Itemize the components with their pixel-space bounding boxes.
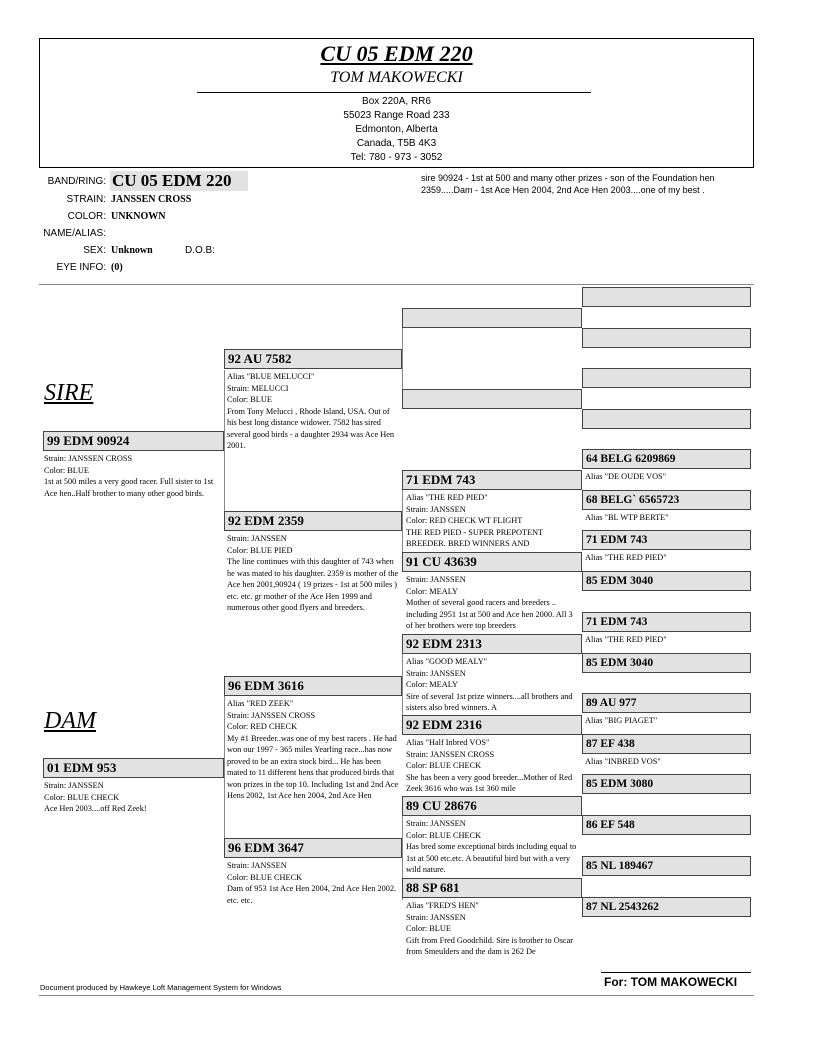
label-dob: D.O.B: <box>185 245 216 256</box>
header-band: CU 05 EDM 220 <box>320 41 473 66</box>
header-owner: TOM MAKOWECKI <box>330 69 463 86</box>
info-line: Strain: JANSSEN <box>227 534 287 543</box>
address-line-4: Canada, T5B 4K3 <box>356 138 437 149</box>
address-line-1: Box 220A, RR6 <box>362 96 431 107</box>
info-line: 1st at 500 miles a very good racer. Full sister to 1st Ace hen..Half brother to many other good birds. <box>44 477 214 498</box>
label-name: NAME/ALIAS: <box>43 228 106 239</box>
sire-info <box>44 453 222 499</box>
info-line: Color: BLUE CHECK <box>227 872 303 882</box>
gen2-info-4 <box>227 860 400 920</box>
detail-band: CU 05 EDM 220 <box>110 171 248 191</box>
sire-band[interactable]: 99 EDM 90924 <box>43 431 224 451</box>
info-line: Color: BLUE <box>44 465 89 475</box>
info-line: Strain: JANSSEN <box>406 575 466 584</box>
gen2-band-4[interactable]: 96 EDM 3647 <box>224 838 402 858</box>
sire-label: SIRE <box>44 380 94 406</box>
header-rule <box>197 92 591 93</box>
info-line: Strain: JANSSEN <box>227 861 287 870</box>
gen3-band-8[interactable]: 88 SP 681 <box>402 878 582 898</box>
gen3-info-7 <box>406 818 580 876</box>
gen4-band-16[interactable]: 87 NL 2543262 <box>582 897 751 917</box>
label-eye: EYE INFO: <box>56 262 106 273</box>
detail-notes: sire 90924 - 1st at 500 and many other prizes - son of the Foundation hen 2359.....Dam - 1st Ace Hen 2004, 2nd Ace Hen 2003....one of my best . <box>421 173 715 195</box>
info-line: Gift from Fred Goodchild. Sire is brother to Oscar from Smeulders and the dam is 262 De <box>406 935 574 956</box>
footer-rule <box>39 995 754 996</box>
info-line: Ace Hen 2003....off Red Zeek! <box>44 804 147 813</box>
info-line: Strain: JANSSEN <box>406 668 466 678</box>
header-box <box>39 38 754 168</box>
info-line: My #1 Breeder..was one of my best racers . He had won our 1997 - 365 miles Yearling race...has now proved to be an extra stock bird... He has been mated to 11 different hens that produced birds that won prizes in the top 10. Including 1st and 2nd Ace Hens 2002, 1st Ace hen 2004, 2nd Ace Hen <box>227 733 399 800</box>
info-line: Color: BLUE CHECK <box>44 792 120 802</box>
info-line: Strain: JANSSEN <box>406 504 466 514</box>
gen3-band-7[interactable]: 89 CU 28676 <box>402 796 582 816</box>
gen4-band-4[interactable] <box>582 409 751 429</box>
gen4-band-2[interactable] <box>582 328 751 348</box>
details-rule <box>39 284 754 285</box>
gen2-band-2[interactable]: 92 EDM 2359 <box>224 511 402 531</box>
gen3-band-1[interactable] <box>402 308 582 328</box>
info-line: From Tony Melucci , Rhode Island, USA. Out of his best long distance widower. 7582 has sired several good birds - a daughter 2934 was Ace Hen 2001. <box>227 406 395 450</box>
gen4-alias-9: Alias "THE RED PIED" <box>585 635 667 644</box>
gen2-info-1 <box>227 371 400 507</box>
info-line: Strain: MELUCCI <box>227 383 289 393</box>
info-line: The line continues with this daughter of 743 when he was mated to his daughter. 2359 is mother of the Ace hen 2001,90924 ( 19 prizes - 1st at 500 miles ) etc. etc. gr mother of the Ace Hen 1999 and numerous other good flyers and breeders. <box>227 557 399 612</box>
gen3-info-8 <box>406 900 580 960</box>
gen3-info-6 <box>406 737 580 795</box>
info-line: Alias "THE RED PIED" <box>406 493 488 502</box>
info-line: Color: RED CHECK WT FLIGHT <box>406 516 523 525</box>
gen4-band-5[interactable]: 64 BELG 6209869 <box>582 449 751 469</box>
info-line: Sire of several 1st prize winners....all brothers and sisters also bred winners. A <box>406 691 573 712</box>
info-line: Has bred some exceptional birds including equal to 1st at 500 etc.etc. A beautiful bird but with a very wild nature. <box>406 842 577 874</box>
footer-producer: Document produced by Hawkeye Loft Management System for Windows <box>40 983 282 992</box>
gen4-band-3[interactable] <box>582 368 751 388</box>
address-line-3: Edmonton, Alberta <box>355 124 438 135</box>
detail-strain: JANSSEN CROSS <box>111 194 192 205</box>
label-sex: SEX: <box>83 245 106 256</box>
connector <box>224 370 225 520</box>
label-band: BAND/RING: <box>47 176 106 187</box>
info-line: She has been a very good breeder...Mother of Red Zeek 3616 who was 1st 360 mile <box>406 772 573 793</box>
gen4-band-7[interactable]: 71 EDM 743 <box>582 530 751 550</box>
info-line: Color: MEALY <box>406 586 458 596</box>
info-line: Color: BLUE CHECK <box>406 761 482 770</box>
gen4-alias-7: Alias "THE RED PIED" <box>585 553 667 562</box>
info-line: Color: BLUE PIED <box>227 545 293 555</box>
gen4-alias-12: Alias "INBRED VOS" <box>585 757 661 766</box>
info-line: Alias "FRED'S HEN" <box>406 901 479 910</box>
gen3-band-2[interactable] <box>402 389 582 409</box>
info-line: Mother of several good racers and breeders .. including 2951 1st at 500 and Ace hen 2000. All 3 of her brothers were top breeders <box>406 598 573 630</box>
gen2-info-2 <box>227 533 400 663</box>
gen2-band-3[interactable]: 96 EDM 3616 <box>224 676 402 696</box>
detail-color: UNKNOWN <box>111 211 166 222</box>
gen4-band-10[interactable]: 85 EDM 3040 <box>582 653 751 673</box>
gen4-band-15[interactable]: 85 NL 189467 <box>582 856 751 876</box>
label-color: COLOR: <box>67 211 106 222</box>
info-line: Strain: JANSSEN <box>44 781 104 790</box>
gen4-band-12[interactable]: 87 EF 438 <box>582 734 751 754</box>
gen4-band-1[interactable] <box>582 287 751 307</box>
gen2-info-3 <box>227 698 400 826</box>
info-line: Strain: JANSSEN CROSS <box>406 749 495 759</box>
info-line: Strain: JANSSEN CROSS <box>44 454 133 463</box>
info-line: Color: BLUE <box>406 924 451 933</box>
gen3-band-4[interactable]: 91 CU 43639 <box>402 552 582 572</box>
dam-label: DAM <box>44 708 96 734</box>
info-line: Color: MEALY <box>406 680 458 689</box>
gen3-info-3 <box>406 492 580 552</box>
gen4-band-8[interactable]: 85 EDM 3040 <box>582 571 751 591</box>
connector <box>402 318 403 398</box>
info-line: Color: BLUE <box>227 395 272 404</box>
gen3-band-6[interactable]: 92 EDM 2316 <box>402 715 582 735</box>
gen4-band-6[interactable]: 68 BELG` 6565723 <box>582 490 751 510</box>
detail-eye: (0) <box>111 262 123 273</box>
gen3-info-5 <box>406 656 580 714</box>
info-line: Alias "BLUE MELUCCI" <box>227 372 315 381</box>
dam-info <box>44 780 222 815</box>
dam-band[interactable]: 01 EDM 953 <box>43 758 224 778</box>
footer-for: For: TOM MAKOWECKI <box>604 975 738 989</box>
gen4-band-9[interactable]: 71 EDM 743 <box>582 612 751 632</box>
gen3-band-3[interactable]: 71 EDM 743 <box>402 470 582 490</box>
info-line: Alias "GOOD MEALY" <box>406 657 488 666</box>
gen4-alias-11: Alias "BIG PIAGET" <box>585 716 658 725</box>
label-strain: STRAIN: <box>66 194 106 205</box>
info-line: Strain: JANSSEN CROSS <box>227 710 316 720</box>
info-line: THE RED PIED - SUPER PREPOTENT BREEDER. BRED WINNERS AND <box>406 527 543 548</box>
info-line: Alias "RED ZEEK" <box>227 699 294 708</box>
connector <box>224 695 225 855</box>
gen4-band-11[interactable]: 89 AU 977 <box>582 693 751 713</box>
address-line-2: 55023 Range Road 233 <box>343 110 450 121</box>
info-line: Strain: JANSSEN <box>406 819 466 828</box>
gen3-band-5[interactable]: 92 EDM 2313 <box>402 634 582 654</box>
gen2-band-1[interactable]: 92 AU 7582 <box>224 349 402 369</box>
footer-sign-line <box>601 972 751 973</box>
address-line-5: Tel: 780 - 973 - 3052 <box>350 152 443 163</box>
info-line: Strain: JANSSEN <box>406 912 466 922</box>
gen3-info-4 <box>406 574 580 632</box>
gen4-alias-6: Alias "BL WTP BERTE" <box>585 513 669 522</box>
info-line: Color: RED CHECK <box>227 722 298 731</box>
info-line: Color: BLUE CHECK <box>406 830 482 840</box>
gen4-band-14[interactable]: 86 EF 548 <box>582 815 751 835</box>
info-line: Dam of 953 1st Ace Hen 2004, 2nd Ace Hen 2002. etc. etc. <box>227 884 397 905</box>
detail-sex: Unknown <box>111 245 153 256</box>
gen4-band-13[interactable]: 85 EDM 3080 <box>582 774 751 794</box>
info-line: Alias "Half Inbred VOS" <box>406 738 490 747</box>
gen4-alias-5: Alias "DE OUDE VOS" <box>585 472 667 481</box>
